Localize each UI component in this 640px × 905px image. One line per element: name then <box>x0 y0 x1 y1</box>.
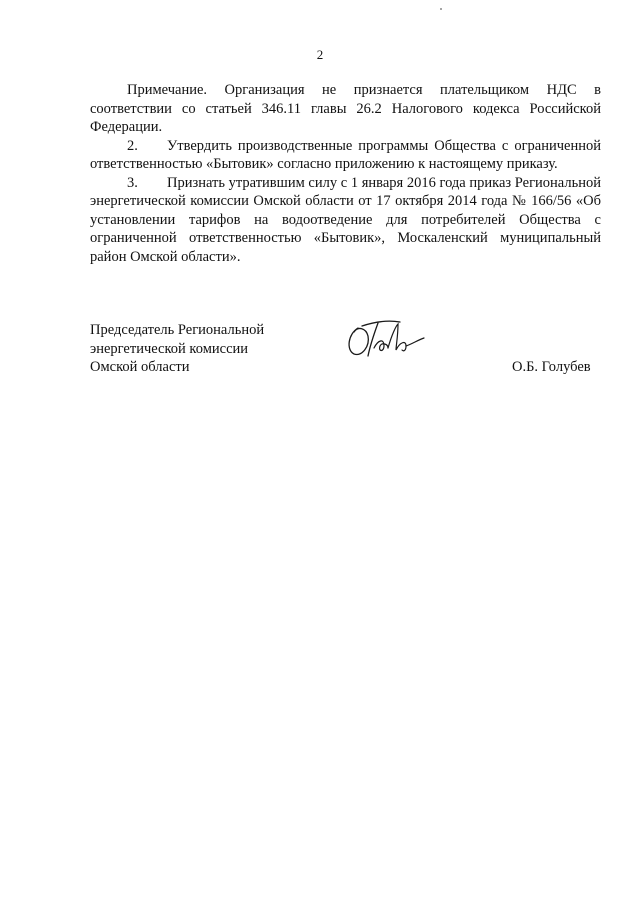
scan-speck <box>440 8 442 10</box>
signer-name: О.Б. Голубев <box>512 359 591 375</box>
signatory-title-line-2: энергетической комиссии <box>90 340 249 357</box>
signatory-title-line-1: Председатель Региональной <box>90 322 265 338</box>
clause-2-number: 2. <box>127 137 138 154</box>
clause-3-text: Признать утратившим силу с 1 января 2016 года приказ Региональной энергетической комиссии Омской области от 17 октября 2014 года № 166/56 «Об установлении тарифов на водоотведение для потребителей Общества с ограниченной ответственностью «Бытовик», Москаленский муниципальный район Омской области». <box>90 174 601 265</box>
page-number: 2 <box>316 47 324 62</box>
signatory-title <box>90 321 290 377</box>
clause-3-number: 3. <box>127 174 138 191</box>
note-paragraph <box>90 81 601 137</box>
clause-2-paragraph <box>90 137 601 174</box>
clause-2-text: Утвердить производственные программы Общества с ограниченной ответственностью «Бытовик» согласно приложению к настоящему приказу. <box>90 137 601 172</box>
signatory-title-line-3: Омской области <box>90 359 190 375</box>
document-body <box>90 81 601 266</box>
handwritten-signature <box>344 316 428 360</box>
note-text: Примечание. Организация не признается плательщиком НДС в соответствии со статьей 346.11 главы 26.2 Налогового кодекса Российской Федерации. <box>90 82 601 135</box>
clause-3-paragraph <box>90 174 601 267</box>
